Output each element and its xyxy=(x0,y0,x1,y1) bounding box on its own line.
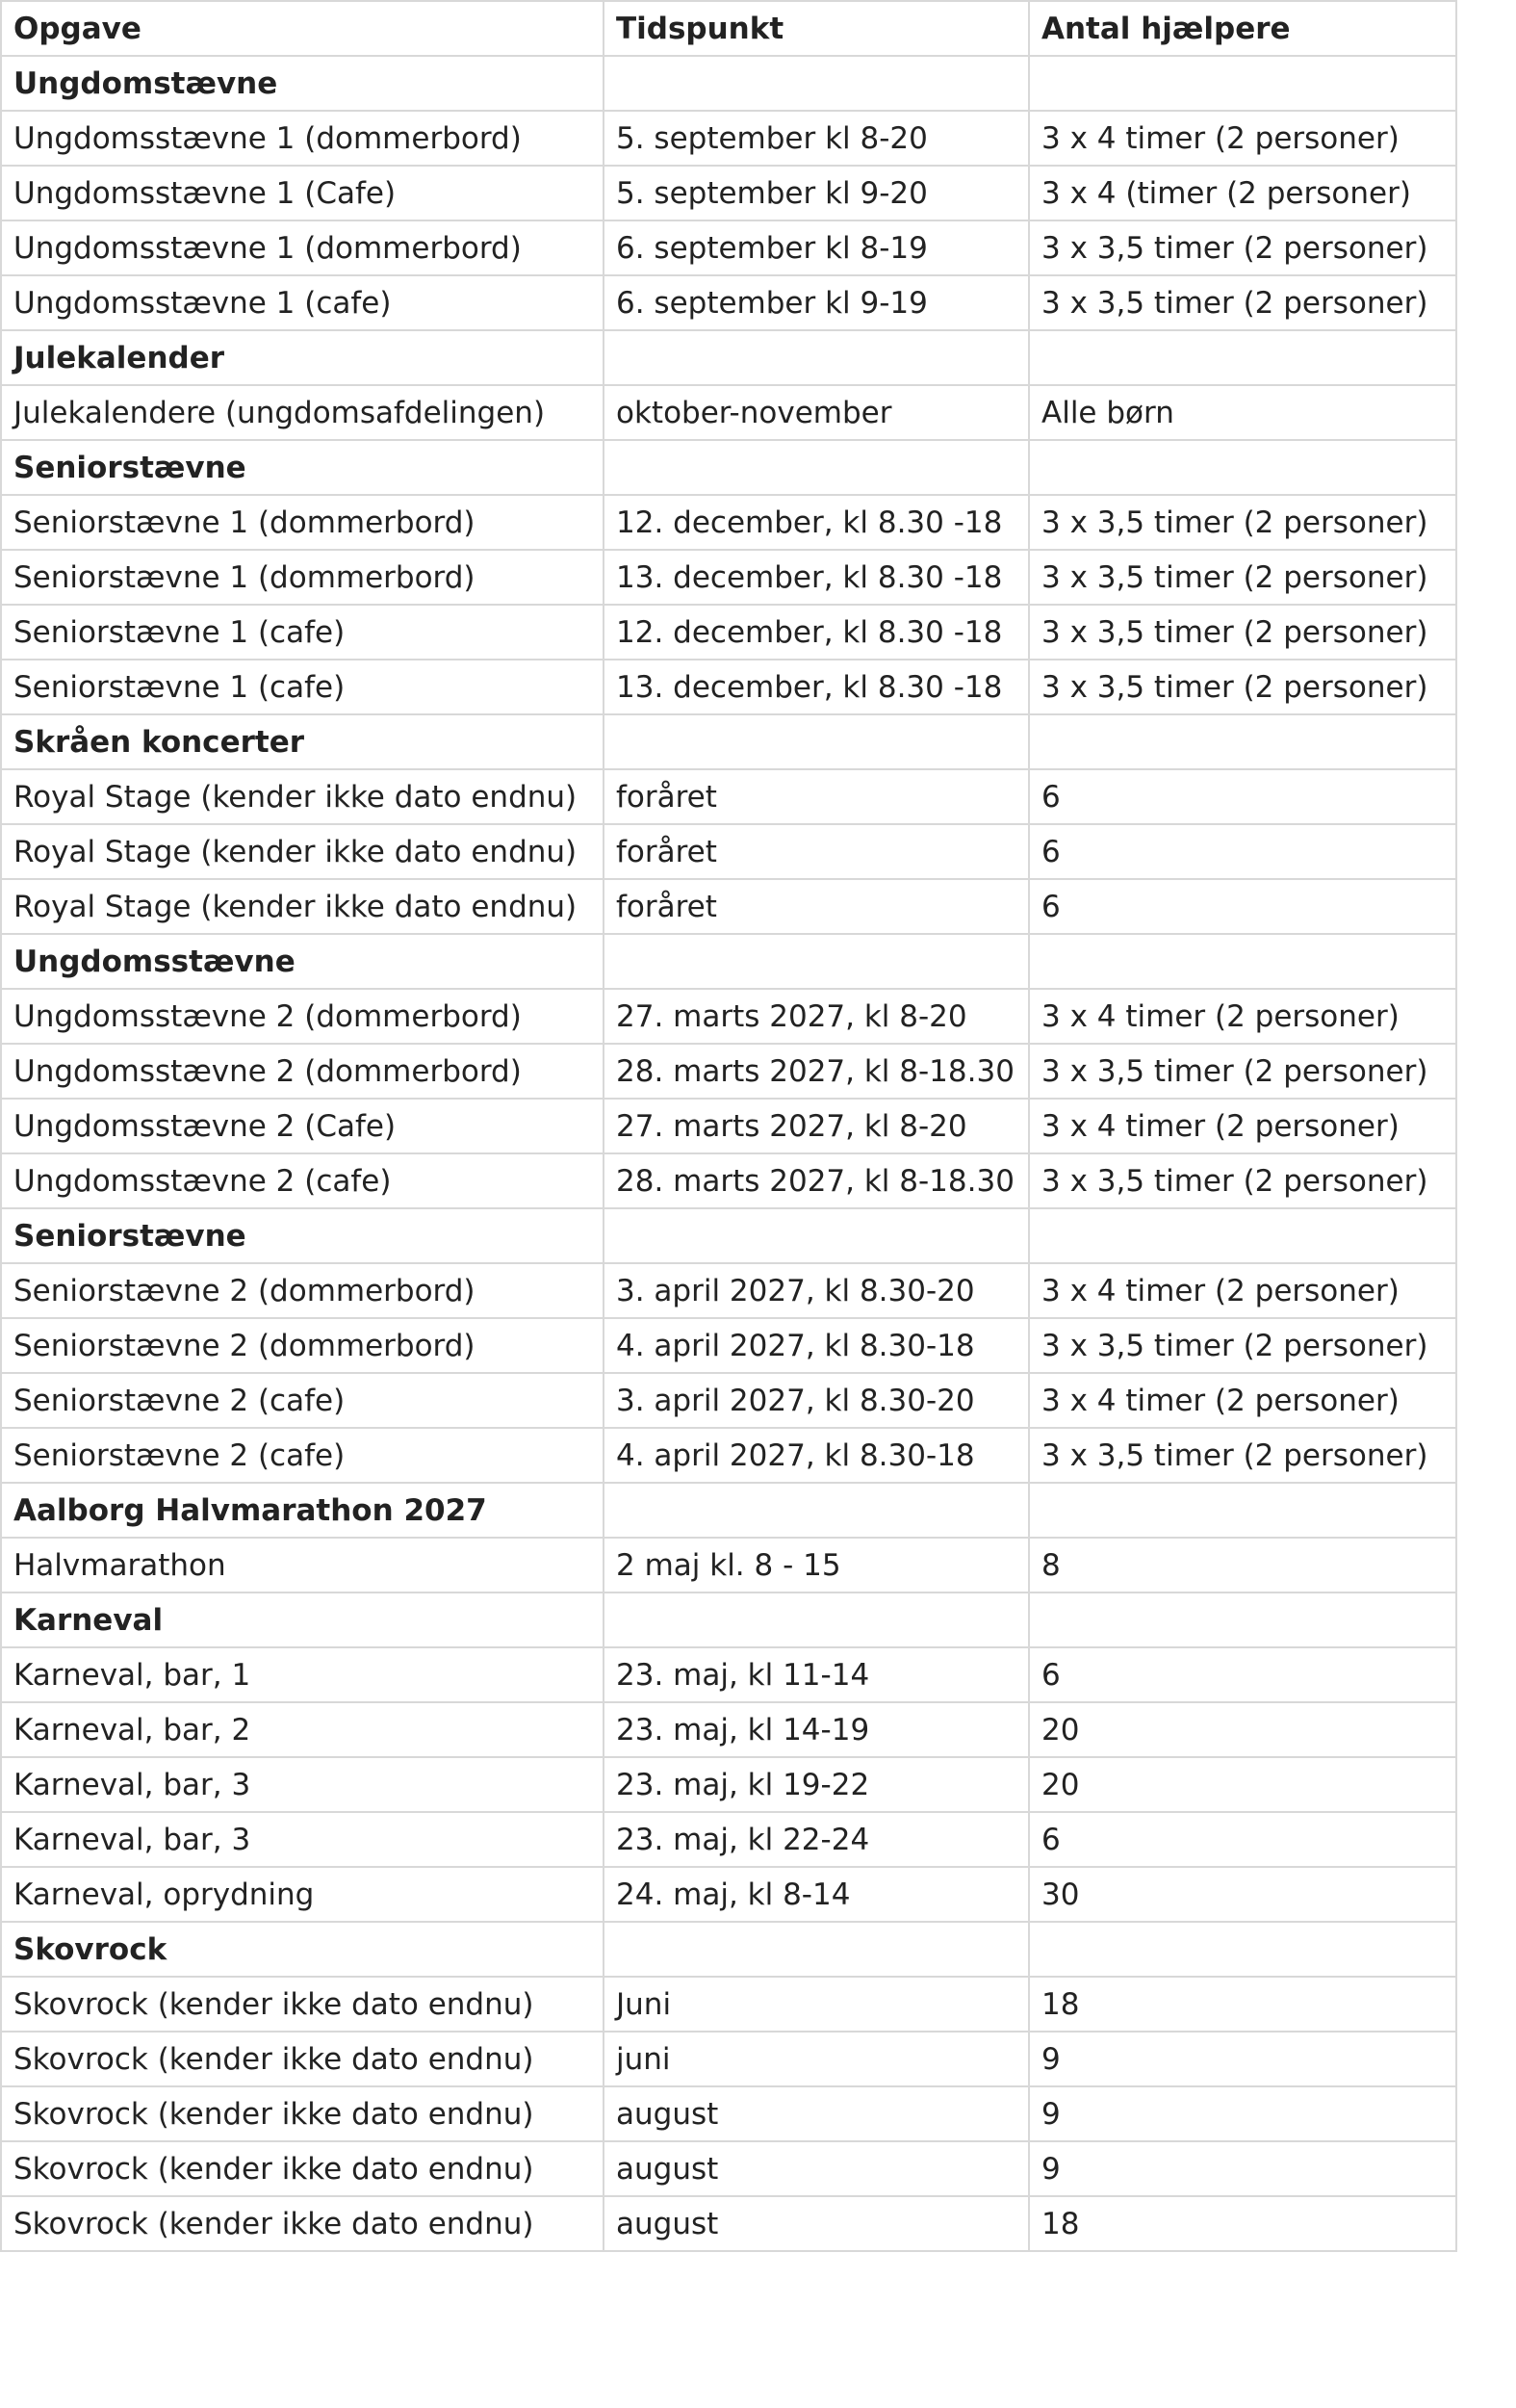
helpers-cell xyxy=(1029,56,1456,111)
task-cell: Karneval, bar, 1 xyxy=(1,1647,604,1702)
helpers-cell: 3 x 4 timer (2 personer) xyxy=(1029,989,1456,1044)
helpers-cell xyxy=(1029,714,1456,769)
time-cell: 23. maj, kl 22-24 xyxy=(604,1812,1029,1867)
table-row xyxy=(1,769,1456,824)
table-row xyxy=(1,1647,1456,1702)
task-cell: Halvmarathon xyxy=(1,1538,604,1592)
time-cell: 12. december, kl 8.30 -18 xyxy=(604,605,1029,660)
time-cell: 27. marts 2027, kl 8-20 xyxy=(604,1099,1029,1153)
helpers-cell: 6 xyxy=(1029,1647,1456,1702)
helpers-cell: 3 x 4 timer (2 personer) xyxy=(1029,1373,1456,1428)
task-cell: Ungdomsstævne 2 (Cafe) xyxy=(1,1099,604,1153)
header-task: Opgave xyxy=(1,1,604,56)
task-cell: Seniorstævne 2 (cafe) xyxy=(1,1373,604,1428)
table-row xyxy=(1,660,1456,714)
task-cell: Aalborg Halvmarathon 2027 xyxy=(1,1483,604,1538)
helpers-cell: 9 xyxy=(1029,2141,1456,2196)
time-cell: oktober-november xyxy=(604,385,1029,440)
task-cell: Royal Stage (kender ikke dato endnu) xyxy=(1,879,604,934)
table-row xyxy=(1,1538,1456,1592)
table-row xyxy=(1,2032,1456,2086)
table-row xyxy=(1,879,1456,934)
task-cell: Ungdomsstævne 2 (dommerbord) xyxy=(1,1044,604,1099)
helpers-cell: 3 x 3,5 timer (2 personer) xyxy=(1029,1044,1456,1099)
time-cell: 5. september kl 8-20 xyxy=(604,111,1029,166)
time-cell xyxy=(604,934,1029,989)
time-cell: 28. marts 2027, kl 8-18.30 xyxy=(604,1153,1029,1208)
header-helpers: Antal hjælpere xyxy=(1029,1,1456,56)
task-cell: Ungdomsstævne 2 (dommerbord) xyxy=(1,989,604,1044)
table-row xyxy=(1,1373,1456,1428)
time-cell: august xyxy=(604,2196,1029,2251)
task-cell: Royal Stage (kender ikke dato endnu) xyxy=(1,824,604,879)
helpers-cell: 18 xyxy=(1029,2196,1456,2251)
task-cell: Julekalendere (ungdomsafdelingen) xyxy=(1,385,604,440)
section-row xyxy=(1,1208,1456,1263)
time-cell: 6. september kl 8-19 xyxy=(604,220,1029,275)
time-cell xyxy=(604,1208,1029,1263)
task-cell: Seniorstævne xyxy=(1,1208,604,1263)
helpers-cell: 3 x 3,5 timer (2 personer) xyxy=(1029,220,1456,275)
section-row xyxy=(1,56,1456,111)
helpers-cell: 6 xyxy=(1029,879,1456,934)
time-cell: foråret xyxy=(604,769,1029,824)
helpers-cell xyxy=(1029,1208,1456,1263)
helpers-cell: 9 xyxy=(1029,2032,1456,2086)
task-cell: Seniorstævne 2 (dommerbord) xyxy=(1,1318,604,1373)
table-row xyxy=(1,166,1456,220)
task-cell: Karneval xyxy=(1,1592,604,1647)
table-row xyxy=(1,989,1456,1044)
helpers-cell: 3 x 3,5 timer (2 personer) xyxy=(1029,275,1456,330)
time-cell: 13. december, kl 8.30 -18 xyxy=(604,660,1029,714)
helpers-cell: Alle børn xyxy=(1029,385,1456,440)
helpers-cell: 3 x 4 timer (2 personer) xyxy=(1029,111,1456,166)
task-cell: Karneval, oprydning xyxy=(1,1867,604,1922)
task-cell: Seniorstævne 2 (cafe) xyxy=(1,1428,604,1483)
time-cell: august xyxy=(604,2086,1029,2141)
section-row xyxy=(1,330,1456,385)
time-cell: 23. maj, kl 11-14 xyxy=(604,1647,1029,1702)
task-cell: Skovrock (kender ikke dato endnu) xyxy=(1,2032,604,2086)
section-row xyxy=(1,714,1456,769)
task-cell: Karneval, bar, 2 xyxy=(1,1702,604,1757)
table-row xyxy=(1,1153,1456,1208)
time-cell: 23. maj, kl 14-19 xyxy=(604,1702,1029,1757)
table-row xyxy=(1,2196,1456,2251)
task-cell: Skovrock (kender ikke dato endnu) xyxy=(1,1977,604,2032)
section-row xyxy=(1,1922,1456,1977)
time-cell: foråret xyxy=(604,824,1029,879)
time-cell xyxy=(604,1922,1029,1977)
task-cell: Karneval, bar, 3 xyxy=(1,1757,604,1812)
time-cell xyxy=(604,330,1029,385)
table-row xyxy=(1,550,1456,605)
helpers-cell: 3 x 4 timer (2 personer) xyxy=(1029,1099,1456,1153)
helpers-cell: 30 xyxy=(1029,1867,1456,1922)
task-cell: Ungdomsstævne 1 (dommerbord) xyxy=(1,220,604,275)
time-cell xyxy=(604,1592,1029,1647)
table-row xyxy=(1,1099,1456,1153)
time-cell: juni xyxy=(604,2032,1029,2086)
time-cell: 23. maj, kl 19-22 xyxy=(604,1757,1029,1812)
helpers-cell xyxy=(1029,934,1456,989)
helpers-cell xyxy=(1029,1592,1456,1647)
table-row xyxy=(1,1428,1456,1483)
task-cell: Ungdomsstævne 2 (cafe) xyxy=(1,1153,604,1208)
task-cell: Seniorstævne xyxy=(1,440,604,495)
time-cell: 3. april 2027, kl 8.30-20 xyxy=(604,1373,1029,1428)
time-cell: foråret xyxy=(604,879,1029,934)
time-cell: 6. september kl 9-19 xyxy=(604,275,1029,330)
task-cell: Julekalender xyxy=(1,330,604,385)
section-row xyxy=(1,934,1456,989)
time-cell: 28. marts 2027, kl 8-18.30 xyxy=(604,1044,1029,1099)
helpers-cell: 3 x 3,5 timer (2 personer) xyxy=(1029,1153,1456,1208)
task-cell: Ungdomsstævne 1 (Cafe) xyxy=(1,166,604,220)
helpers-cell: 3 x 4 (timer (2 personer) xyxy=(1029,166,1456,220)
helpers-cell: 6 xyxy=(1029,769,1456,824)
task-cell: Skovrock (kender ikke dato endnu) xyxy=(1,2086,604,2141)
helpers-cell: 3 x 3,5 timer (2 personer) xyxy=(1029,605,1456,660)
time-cell: 5. september kl 9-20 xyxy=(604,166,1029,220)
task-cell: Seniorstævne 2 (dommerbord) xyxy=(1,1263,604,1318)
time-cell xyxy=(604,1483,1029,1538)
time-cell: 3. april 2027, kl 8.30-20 xyxy=(604,1263,1029,1318)
time-cell: 12. december, kl 8.30 -18 xyxy=(604,495,1029,550)
table-row xyxy=(1,2141,1456,2196)
table-body xyxy=(1,56,1456,2251)
task-cell: Ungdomsstævne 1 (dommerbord) xyxy=(1,111,604,166)
helpers-cell: 3 x 3,5 timer (2 personer) xyxy=(1029,1428,1456,1483)
table-row xyxy=(1,220,1456,275)
task-cell: Seniorstævne 1 (dommerbord) xyxy=(1,495,604,550)
task-cell: Skovrock (kender ikke dato endnu) xyxy=(1,2196,604,2251)
helpers-cell: 6 xyxy=(1029,1812,1456,1867)
task-cell: Seniorstævne 1 (dommerbord) xyxy=(1,550,604,605)
task-cell: Seniorstævne 1 (cafe) xyxy=(1,605,604,660)
task-cell: Skråen koncerter xyxy=(1,714,604,769)
helpers-cell: 3 x 3,5 timer (2 personer) xyxy=(1029,495,1456,550)
helpers-cell: 3 x 3,5 timer (2 personer) xyxy=(1029,660,1456,714)
helpers-cell: 3 x 3,5 timer (2 personer) xyxy=(1029,1318,1456,1373)
helpers-cell: 18 xyxy=(1029,1977,1456,2032)
header-row xyxy=(1,1,1456,56)
time-cell: 4. april 2027, kl 8.30-18 xyxy=(604,1318,1029,1373)
time-cell xyxy=(604,714,1029,769)
table-row xyxy=(1,385,1456,440)
time-cell: 2 maj kl. 8 - 15 xyxy=(604,1538,1029,1592)
time-cell: 27. marts 2027, kl 8-20 xyxy=(604,989,1029,1044)
time-cell: 13. december, kl 8.30 -18 xyxy=(604,550,1029,605)
helpers-cell xyxy=(1029,1483,1456,1538)
helpers-cell: 9 xyxy=(1029,2086,1456,2141)
helpers-cell xyxy=(1029,1922,1456,1977)
task-cell: Skovrock xyxy=(1,1922,604,1977)
table-row xyxy=(1,1702,1456,1757)
time-cell: 4. april 2027, kl 8.30-18 xyxy=(604,1428,1029,1483)
helpers-cell xyxy=(1029,330,1456,385)
task-cell: Seniorstævne 1 (cafe) xyxy=(1,660,604,714)
table-row xyxy=(1,275,1456,330)
table-row xyxy=(1,824,1456,879)
time-cell: Juni xyxy=(604,1977,1029,2032)
task-cell: Ungdomstævne xyxy=(1,56,604,111)
helpers-cell: 20 xyxy=(1029,1757,1456,1812)
helpers-cell: 3 x 3,5 timer (2 personer) xyxy=(1029,550,1456,605)
helpers-cell xyxy=(1029,440,1456,495)
task-cell: Skovrock (kender ikke dato endnu) xyxy=(1,2141,604,2196)
helpers-cell: 8 xyxy=(1029,1538,1456,1592)
table-row xyxy=(1,1263,1456,1318)
task-cell: Karneval, bar, 3 xyxy=(1,1812,604,1867)
table-row xyxy=(1,111,1456,166)
table-row xyxy=(1,605,1456,660)
table-row xyxy=(1,1812,1456,1867)
table-row xyxy=(1,1977,1456,2032)
table-row xyxy=(1,495,1456,550)
task-cell: Royal Stage (kender ikke dato endnu) xyxy=(1,769,604,824)
task-cell: Ungdomsstævne xyxy=(1,934,604,989)
section-row xyxy=(1,1592,1456,1647)
time-cell xyxy=(604,56,1029,111)
helpers-cell: 20 xyxy=(1029,1702,1456,1757)
table-row xyxy=(1,1757,1456,1812)
task-cell: Ungdomsstævne 1 (cafe) xyxy=(1,275,604,330)
time-cell: august xyxy=(604,2141,1029,2196)
table-row xyxy=(1,2086,1456,2141)
table-row xyxy=(1,1867,1456,1922)
time-cell xyxy=(604,440,1029,495)
helpers-cell: 3 x 4 timer (2 personer) xyxy=(1029,1263,1456,1318)
header-time: Tidspunkt xyxy=(604,1,1029,56)
section-row xyxy=(1,1483,1456,1538)
helpers-cell: 6 xyxy=(1029,824,1456,879)
table-row xyxy=(1,1318,1456,1373)
section-row xyxy=(1,440,1456,495)
table-row xyxy=(1,1044,1456,1099)
time-cell: 24. maj, kl 8-14 xyxy=(604,1867,1029,1922)
